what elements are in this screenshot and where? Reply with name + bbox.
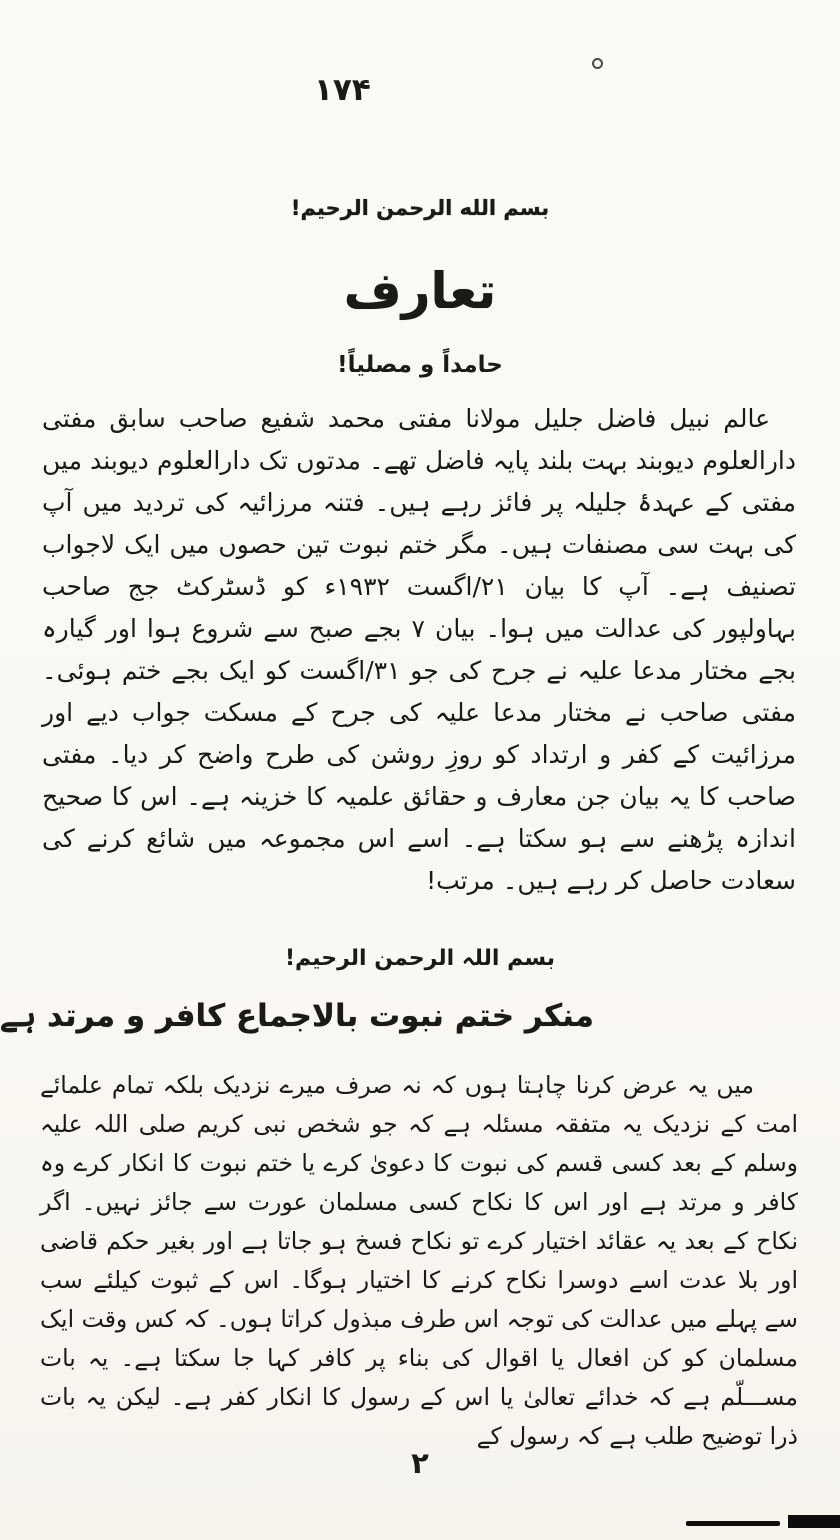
scan-artifact-line [686,1521,780,1526]
basmala-calligraphy: بسم الله الرحمن الرحيم! [290,196,550,220]
scan-speck-mark [592,58,603,69]
chapter-title: تعارف [343,262,497,320]
basmala-text: بسم اللہ الرحمن الرحیم! [284,946,556,971]
body-paragraph: میں یہ عرض کرنا چاہتا ہوں کہ نہ صرف میرے نزدیک بلکہ تمام علمائے امت کے نزدیک یہ متفقہ مسئلہ ہے کہ جو شخص نبی کریم صلی اللہ علیہ وسلم کے بعد کسی قسم کی نبوت کا دعویٰ کرے یا ختم نبوت کا انکار کرے وہ کافر و مرتد ہے اور اس کا نکاح کسی مسلمان عورت سے جائز نہیں۔ اگر نکاح کے بعد یہ عقائد اختیار کرے تو نکاح فسخ ہو جاتا ہے اور بغیر حکم قاضی اور بلا عدت اسے دوسرا نکاح کرنے کا اختیار ہوگا۔ اس کے ثبوت کیلئے سب سے پہلے میں عدالت کی توجہ اس طرف مبذول کراتا ہوں۔ کہ کس وقت ایک مسلمان کو کن افعال یا اقوال کی بناء پر کافر کہا جا سکتا ہے۔ یہ بات مســـلّم ہے کہ خدائے تعالیٰ یا اس کے رسول کا انکار کفر ہے۔ لیکن یہ بات ذرا توضیح طلب ہے کہ رسول کے [40,1071,798,1450]
section-heading: منکر ختم نبوت بالاجماع کافر و مرتد ہے [0,998,594,1034]
page-number-bottom: ۲ [411,1446,429,1480]
page-number-top: ۱۷۴ [314,72,371,108]
salutation-line: حامداً و مصلیاً! [337,352,503,378]
intro-paragraph: عالم نبیل فاضل جلیل مولانا مفتی محمد شفیع صاحب سابق مفتی دارالعلوم دیوبند بہت بلند پایہ فاضل تھے۔ مدتوں تک دارالعلوم دیوبند میں مفتی کے عہدۂ جلیلہ پر فائز رہے ہیں۔ فتنہ مرزائیہ کی تردید میں آپ کی بہت سی مصنفات ہیں۔ مگر ختم نبوت تین حصوں میں ایک لاجواب تصنیف ہے۔ آپ کا بیان ۲۱/اگست ۱۹۳۲ء کو ڈسٹرکٹ جج صاحب بہاولپور کی عدالت میں ہوا۔ بیان ۷ بجے صبح سے شروع ہوا اور گیارہ بجے مختار مدعا علیہ نے جرح کی جو ۳۱/اگست کو ایک بجے ختم ہوئی۔ مفتی صاحب نے مختار مدعا علیہ کی جرح کے مسکت جواب دیے اور مرزائیت کے کفر و ارتداد کو روزِ روشن کی طرح واضح کر دیا۔ مفتی صاحب کا یہ بیان جن معارف و حقائق علمیہ کا خزینہ ہے۔ اس کا صحیح اندازہ پڑھنے سے ہو سکتا ہے۔ اسے اس مجموعہ میں شائع کرنے کی سعادت حاصل کر رہے ہیں۔ مرتب! [42,404,796,895]
scan-artifact-corner [788,1515,840,1528]
